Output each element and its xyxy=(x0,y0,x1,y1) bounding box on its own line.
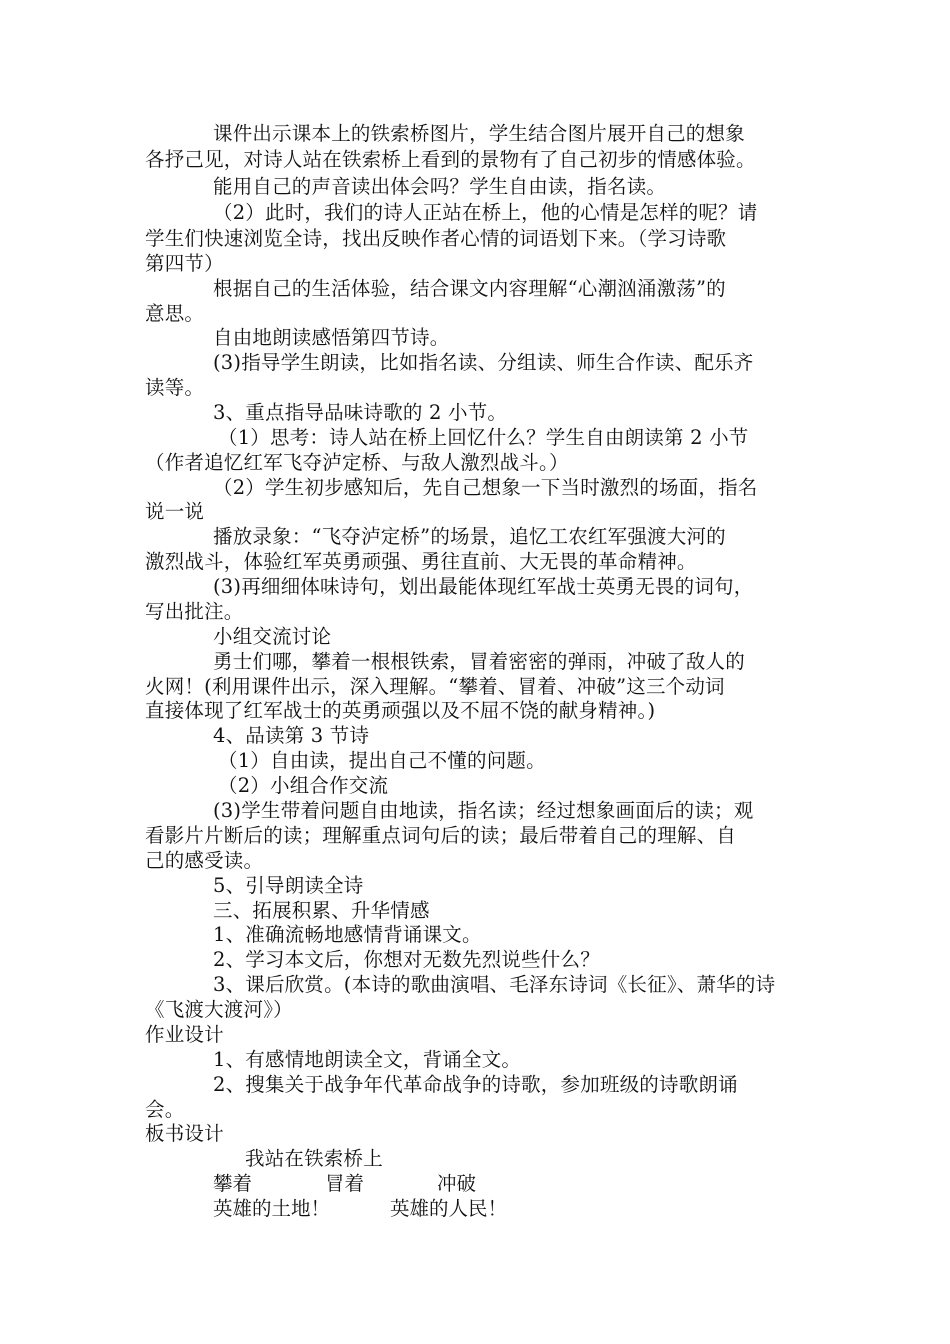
text-line: 读等。 xyxy=(145,376,205,399)
text-line: 第四节） xyxy=(145,252,224,275)
text-line: 4、品读第 3 节诗 xyxy=(213,724,370,747)
text-line: 各抒己见，对诗人站在铁索桥上看到的景物有了自己初步的情感体验。 xyxy=(145,148,756,171)
board-verb: 冲破 xyxy=(437,1172,477,1195)
text-line: 根据自己的生活体验，结合课文内容理解“心潮汹涌激荡”的 xyxy=(213,277,726,300)
section-heading: 作业设计 xyxy=(145,1023,224,1046)
board-praise: 英雄的人民！ xyxy=(390,1197,508,1220)
text-line: 《飞渡大渡河》） xyxy=(145,998,293,1021)
board-praise: 英雄的土地！ xyxy=(213,1197,331,1220)
text-line: 1、有感情地朗读全文，背诵全文。 xyxy=(213,1048,522,1071)
board-verb: 攀着 xyxy=(213,1172,253,1195)
section-heading: 三、拓展积累、升华情感 xyxy=(213,899,430,922)
text-line: (3)指导学生朗读，比如指名读、分组读、师生合作读、配乐齐 xyxy=(213,351,754,374)
text-line: 学生们快速浏览全诗，找出反映作者心情的词语划下来。（学习诗歌 xyxy=(145,227,727,250)
text-line: 1、准确流畅地感情背诵课文。 xyxy=(213,923,482,946)
text-line: （作者追忆红军飞夺泸定桥、与敌人激烈战斗。） xyxy=(145,451,569,474)
text-line: （2）小组合作交流 xyxy=(218,774,389,797)
section-heading: 板书设计 xyxy=(145,1122,224,1145)
text-line: (3)学生带着问题自由地读，指名读；经过想象画面后的读；观 xyxy=(213,799,754,822)
text-line: 会。 xyxy=(145,1098,185,1121)
text-line: 播放录象：“飞夺泸定桥”的场景，追忆工农红军强渡大河的 xyxy=(213,525,726,548)
text-line: 2、搜集关于战争年代革命战争的诗歌，参加班级的诗歌朗诵 xyxy=(213,1073,738,1096)
text-line: 说一说 xyxy=(145,500,205,523)
text-line: 意思。 xyxy=(145,302,205,325)
text-line: (3)再细细体味诗句，划出最能体现红军战士英勇无畏的词句， xyxy=(213,575,754,598)
text-line: 勇士们哪，攀着一根根铁索，冒着密密的弹雨，冲破了敌人的 xyxy=(213,650,745,673)
text-line: （2）此时，我们的诗人正站在桥上，他的心情是怎样的呢？请 xyxy=(213,201,758,224)
text-line: 己的感受读。 xyxy=(145,849,264,872)
text-line: 2、学习本文后，你想对无数先烈说些什么？ xyxy=(213,948,600,971)
text-line: 5、引导朗读全诗 xyxy=(213,874,364,897)
text-line: 激烈战斗，体验红军英勇顽强、勇往直前、大无畏的革命精神。 xyxy=(145,550,697,573)
text-line: 能用自己的声音读出体会吗？学生自由读，指名读。 xyxy=(213,175,667,198)
text-line: 自由地朗读感悟第四节诗。 xyxy=(213,326,450,349)
text-line: 小组交流讨论 xyxy=(213,625,332,648)
text-line: （1）自由读，提出自己不懂的问题。 xyxy=(218,749,546,772)
text-line: 直接体现了红军战士的英勇顽强以及不屈不饶的献身精神。) xyxy=(145,699,656,722)
text-line: 看影片片断后的读；理解重点词句后的读；最后带着自己的理解、自 xyxy=(145,824,737,847)
board-title: 我站在铁索桥上 xyxy=(245,1147,383,1170)
text-line: 3、课后欣赏。(本诗的歌曲演唱、毛泽东诗词《长征》、萧华的诗 xyxy=(213,973,776,996)
text-line: （2）学生初步感知后，先自己想象一下当时激烈的场面，指名 xyxy=(213,476,758,499)
text-line: 课件出示课本上的铁索桥图片，学生结合图片展开自己的想象 xyxy=(213,122,745,145)
text-line: 写出批注。 xyxy=(145,600,244,623)
text-line: 3、重点指导品味诗歌的 2 小节。 xyxy=(213,401,508,424)
board-verb: 冒着 xyxy=(325,1172,365,1195)
text-line: （1）思考：诗人站在桥上回忆什么？学生自由朗读第 2 小节 xyxy=(218,426,749,449)
text-line: 火网！(利用课件出示，深入理解。“攀着、冒着、冲破”这三个动词 xyxy=(145,675,725,698)
